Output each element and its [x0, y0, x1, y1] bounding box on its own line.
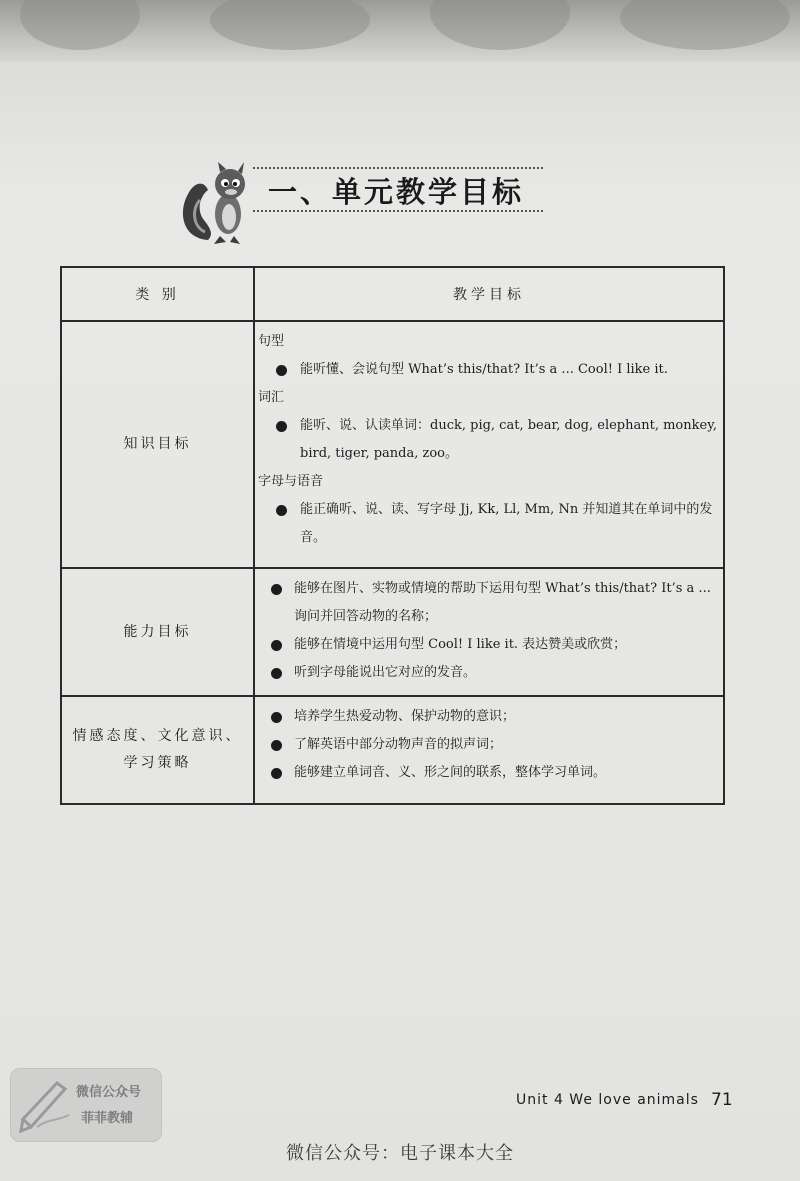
list-item	[258, 356, 719, 384]
list-item-text: 能听、说、认读单词：duck, pig, cat, bear, dog, elephant, monkey, bird, tiger, panda, zoo。	[300, 418, 717, 461]
banner-shape	[210, 0, 370, 50]
category-line: 学习策略	[123, 755, 192, 771]
bullet-icon	[271, 712, 282, 723]
list-item-text: 了解英语中部分动物声音的拟声词；	[294, 737, 503, 752]
knowledge-goals-cell	[254, 321, 724, 568]
category-line: 情感态度、文化意识、	[72, 728, 243, 744]
bullet-icon	[271, 640, 282, 651]
list-item	[258, 631, 719, 659]
running-footer-unit: Unit 4 We love animals	[516, 1092, 699, 1108]
teaching-goals-table	[60, 266, 725, 805]
bullet-icon	[276, 505, 287, 516]
list-item	[258, 496, 719, 552]
category-attitude-culture-strategy	[61, 696, 254, 804]
subheading-vocabulary: 词汇	[258, 390, 285, 405]
list-item	[258, 659, 719, 687]
banner-shape	[620, 0, 790, 50]
dotted-rule-bottom	[253, 210, 543, 212]
squirrel-mascot-icon	[178, 160, 260, 246]
banner-shape	[430, 0, 570, 50]
list-item-text: 能正确听、说、读、写字母 Jj, Kk, Ll, Mm, Nn 并知道其在单词中的发音。	[300, 502, 713, 545]
bullet-icon	[276, 421, 287, 432]
subheading-sentence: 句型	[258, 334, 285, 349]
bullet-icon	[271, 584, 282, 595]
list-item-text: 能听懂、会说句型 What’s this/that? It’s a ... Cool! I like it.	[300, 362, 668, 377]
dotted-rule-top	[253, 167, 543, 169]
list-item-text: 能够在情境中运用句型 Cool! I like it. 表达赞美或欣赏；	[294, 637, 627, 652]
list-item-text: 能够建立单词音、义、形之间的联系，整体学习单词。	[294, 765, 607, 780]
list-item	[258, 759, 719, 787]
list-item	[258, 703, 719, 731]
list-item	[258, 731, 719, 759]
bullet-icon	[276, 365, 287, 376]
page-number: 71	[711, 1090, 733, 1110]
subheading-letters-phonics: 字母与语音	[258, 474, 324, 489]
watermark-line-1: 微信公众号	[76, 1085, 142, 1100]
list-item-text: 培养学生热爱动物、保护动物的意识；	[294, 709, 516, 724]
table-row-attitude	[61, 696, 724, 804]
table-header-row	[61, 267, 724, 321]
bullet-icon	[271, 668, 282, 679]
section-heading	[178, 150, 548, 245]
header-category: 类 别	[61, 267, 254, 321]
category-knowledge: 知识目标	[61, 321, 254, 568]
section-title: 一、单元教学目标	[268, 175, 525, 209]
list-item-text: 能够在图片、实物或情境的帮助下运用句型 What’s this/that? It’s a ...询问并回答动物的名称；	[294, 581, 711, 624]
list-item	[258, 412, 719, 468]
list-item-text: 听到字母能说出它对应的发音。	[294, 665, 477, 680]
watermark-line-2: 菲菲教辅	[81, 1111, 134, 1126]
list-item	[258, 575, 719, 631]
top-decorative-banner	[0, 0, 800, 62]
ability-goals-cell	[254, 568, 724, 696]
header-goals: 教学目标	[254, 267, 724, 321]
pen-book-icon	[17, 1075, 75, 1135]
bullet-icon	[271, 768, 282, 779]
banner-shape	[20, 0, 140, 50]
bottom-watermark-text: 微信公众号：电子课本大全	[286, 1143, 514, 1164]
table-row-knowledge	[61, 321, 724, 568]
bullet-icon	[271, 740, 282, 751]
table-row-ability	[61, 568, 724, 696]
watermark-card	[10, 1068, 162, 1142]
attitude-goals-cell	[254, 696, 724, 804]
category-ability: 能力目标	[61, 568, 254, 696]
